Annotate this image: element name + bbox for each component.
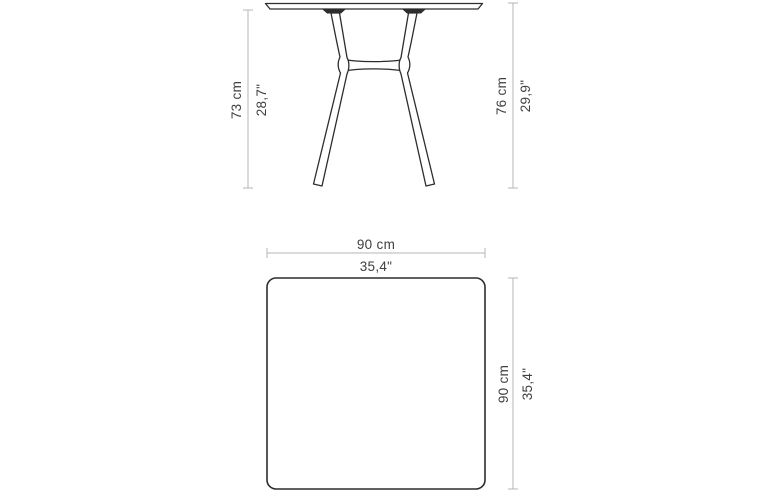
tabletop-outline (266, 4, 483, 10)
plan-width-inch-label: 35,4" (359, 258, 393, 274)
plan-width-cm-label: 90 cm (356, 236, 396, 252)
table-leg-left (314, 13, 349, 186)
leg-bracket-right (402, 9, 426, 14)
table-elevation-view (266, 4, 483, 187)
plan-depth-inch-label: 35,4" (519, 367, 535, 401)
table-leg-right (399, 13, 434, 186)
tabletop-plan-outline (267, 278, 485, 489)
elevation-height-cm-label: 73 cm (228, 80, 244, 120)
elevation-overall-height-cm-label: 76 cm (493, 76, 509, 116)
elevation-height-inch-label: 28,7" (253, 83, 269, 117)
leg-bracket-left (322, 9, 346, 14)
elevation-overall-height-inch-label: 29,9" (517, 79, 533, 113)
elevation-dimension-lines (243, 3, 518, 188)
plan-depth-cm-label: 90 cm (495, 364, 511, 404)
table-stretcher (340, 59, 408, 72)
